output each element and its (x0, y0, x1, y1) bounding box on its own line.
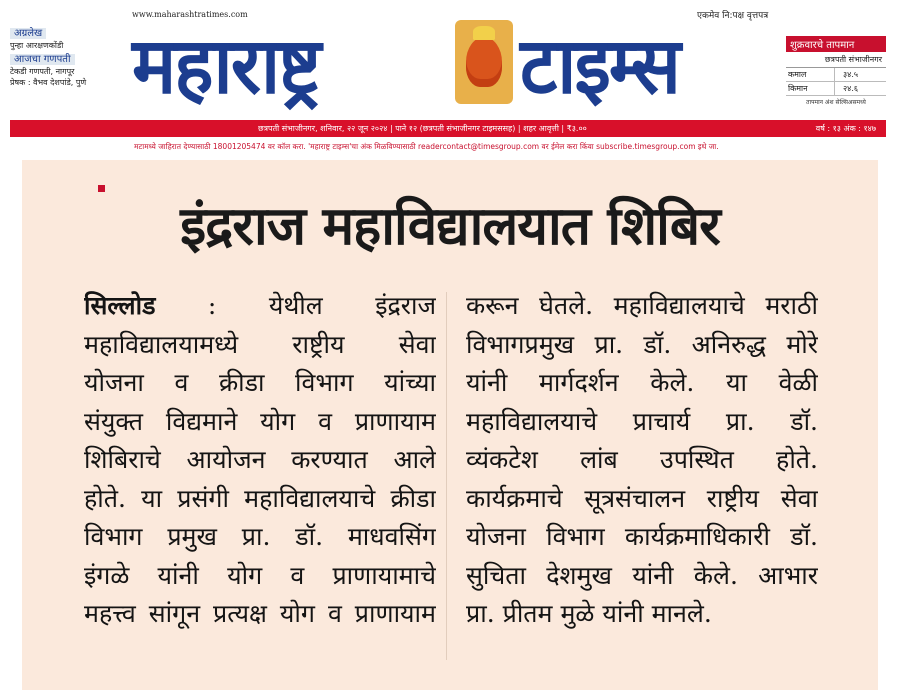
article-line: प्रा. प्रीतम मुळे यांनी मानले. (466, 599, 712, 628)
edition-info-bar (10, 120, 886, 137)
temperature-label: कमाल (786, 68, 835, 81)
volume-issue: वर्ष : १३ अंक : १४७ (815, 124, 876, 133)
ganpati-name: टेकडी गणपती, नागपूर (10, 67, 75, 76)
temperature-box (786, 36, 886, 106)
temperature-city: छत्रपती संभाजीनगर (786, 52, 886, 68)
temperature-value: ३४.५ (843, 70, 859, 79)
article-line: विभागप्रमुख प्रा. डॉ. अनिरुद्ध मोरे (466, 329, 818, 359)
article-dateline: सिल्लोड (84, 291, 156, 320)
site-url[interactable]: www.maharashtratimes.com (132, 10, 248, 19)
masthead-title-left: महाराष्ट्र (132, 20, 320, 112)
editorial-title: पुन्हा आरक्षणकोंडी (10, 41, 64, 50)
article-line: शिबिराचे आयोजन करण्यात आले (84, 445, 436, 474)
article-line: महाविद्यालयामध्ये राष्ट्रीय सेवा (84, 329, 436, 359)
temperature-row-max (786, 68, 886, 82)
article-line: योजना विभाग कार्यक्रमाधिकारी डॉ. (466, 522, 818, 551)
article-line: सिल्लोड : येथील इंद्रराज (84, 291, 436, 320)
article-line: होते. या प्रसंगी महाविद्यालयाचे क्रीडा (84, 483, 436, 513)
editorial-header: अग्रलेख (10, 28, 46, 39)
article-line: यांनी मार्गदर्शन केले. या वेळी (466, 368, 818, 397)
contact-subline: मटामध्ये जाहिरात देण्यासाठी 18001205474 वर कॉल करा. 'महाराष्ट्र टाइम्स'चा अंक मिळविण्यासाठी readercontact@timesgroup.com वर ईमेल करा किंवा subscribe.timesgroup.com इथे जा. (134, 142, 719, 151)
edition-info: छत्रपती संभाजीनगर, शनिवार, २२ जून २०२४ | पाने १२ (छत्रपती संभाजीनगर टाइमससह) | शहर आवृत्ती | ₹३.०० (258, 124, 587, 133)
article-line: विभाग प्रमुख प्रा. डॉ. माधवसिंग (84, 522, 436, 551)
article-line: व्यंकटेश लांब उपस्थित होते. (466, 445, 818, 474)
article-headline: इंद्रराज महाविद्यालयात शिबिर (180, 196, 720, 257)
temperature-header: शुक्रवारचे तापमान (786, 36, 886, 52)
article-line: संयुक्त विद्यमाने योग व प्राणायाम (84, 406, 436, 436)
article-column-1 (84, 287, 436, 634)
temperature-value: २४.६ (843, 84, 859, 93)
article-line: महत्त्व सांगून प्रत्यक्ष योग व प्राणायाम (84, 599, 436, 628)
temperature-row-min (786, 82, 886, 96)
ganpati-sender: प्रेषक : वैभव देशपांडे, पुणे (10, 78, 87, 87)
ganpati-header: आजचा गणपती (10, 54, 75, 65)
masthead-title-right: टाइम्स (520, 20, 679, 112)
temperature-label: किमान (786, 82, 835, 95)
masthead (0, 0, 900, 160)
article-column-2 (466, 287, 818, 634)
article-line: इंगळे यांनी योग व प्राणायामाचे (84, 560, 436, 590)
article-line: करून घेतले. महाविद्यालयाचे मराठी (466, 291, 818, 320)
article-line: कार्यक्रमाचे सूत्रसंचालन राष्ट्रीय सेवा (466, 483, 818, 513)
article-line: सुचिता देशमुख यांनी केले. आभार (466, 560, 818, 590)
ganesha-logo-icon (455, 20, 513, 104)
sidebar-left (10, 28, 112, 88)
temperature-unit-note: तापमान अंश सेल्सिअसमध्ये (806, 99, 866, 106)
tagline: एकमेव नि:पक्ष वृत्तपत्र (697, 11, 769, 21)
article-line: महाविद्यालयाचे प्राचार्य प्रा. डॉ. (466, 406, 818, 436)
article-line: योजना व क्रीडा विभाग यांच्या (84, 368, 436, 397)
column-divider (446, 292, 447, 660)
